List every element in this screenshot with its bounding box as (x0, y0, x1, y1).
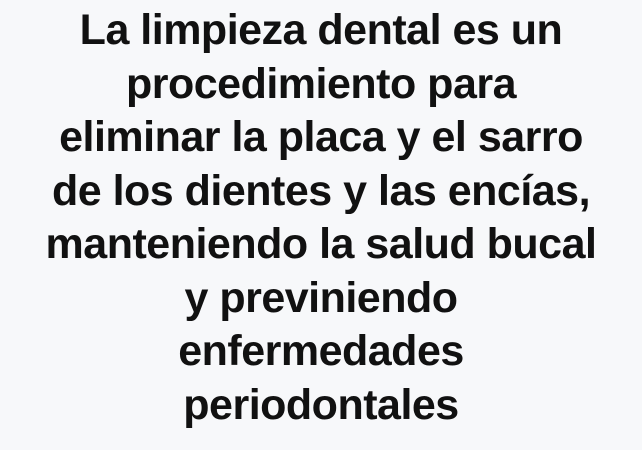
caption-line: manteniendo la salud bucal (45, 220, 597, 268)
caption-line: eliminar la placa y el sarro (59, 113, 583, 161)
caption-text (4, 4, 638, 432)
caption-line: periodontales (183, 380, 459, 429)
caption-line: de los dientes y las encías, (51, 166, 591, 215)
caption-line: La limpieza dental es un (79, 6, 563, 54)
caption-line: enfermedades (178, 327, 464, 375)
caption-line: procedimiento para (125, 59, 517, 108)
caption-line: y previniendo (184, 273, 458, 322)
